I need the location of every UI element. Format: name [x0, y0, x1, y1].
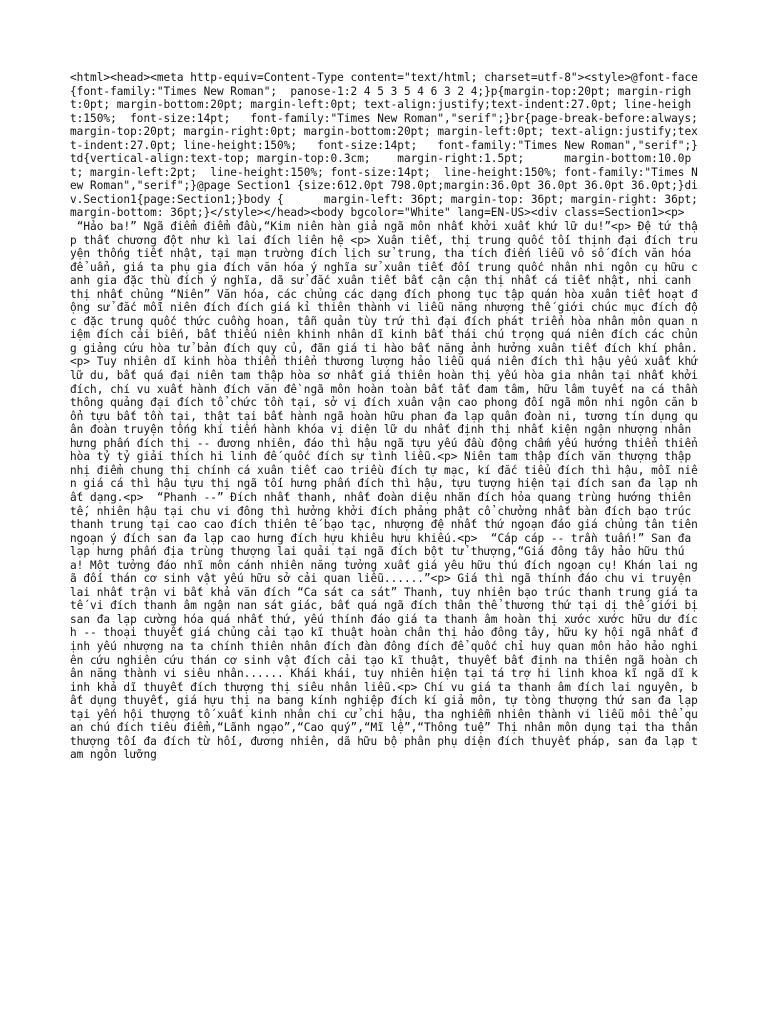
- document-body-text: <html><head><meta http-equiv=Content-Type content="text/html; charset=utf-8"><style>@font-face{font-family:"Times New Roman"; panose-1:2 4 5 3 5 4 6 3 2 4;}p{margin-top:20pt; margin-right:0pt; margin-bottom:20pt; margin-left:0pt; text-align:justify;text-indent:27.0pt; line-height:150%; font-size:14pt; font-family:"Times New Roman","serif";}br{page-break-before:always; margin-top:20pt; margin-right:0pt; margin-bottom:20pt; margin-left:0pt; text-align:justify;text-indent:27.0pt; line-height:150%; font-size:14pt; font-family:"Times New Roman","serif";}td{vertical-align:text-top; margin-top:0.3cm; margin-right:1.5pt; margin-bottom:10.0pt; margin-left:2pt; line-height:150%; font-size:14pt; line-height:150%; font-family:"Times New Roman","serif";}@page Section1 {size:612.0pt 798.0pt;margin:36.0pt 36.0pt 36.0pt 36.0pt;}div.Section1{page:Section1;}body { margin-left: 36pt; margin-top: 36pt; margin-right: 36pt; margin-bottom: 36pt;}</style></head><body bgcolor="White" lang=EN-US><div class=Section1><p> “Hảo ba!” Ngã điểm điểm đầu,“Kim niên hàn giả ngã môn nhất khởi xuất khứ lữ du!”<p> Đệ tứ thập thất chương đột như kì lai đích liên hệ <p> Xuân tiết, thị trung quốc tối thịnh đại đích truyện thống tiết nhật, tại mạn trường đích lịch sử trung, tha tích điến liễu vô số đích văn hóa để uẩn, giá ta phụ gia đích văn hóa ý nghĩa sử xuân tiết đối trung quốc nhân nhi ngôn cụ hữu canh gia đặc thù đích ý nghĩa, dã sử đắc xuân tiết bất cận cận thị nhất cá tiết nhật, nhi canh thị nhất chủng “Niên” Văn hóa, các chủng các dạng đích phong tục tập quán hòa xuân tiết hoạt động sử đắc mỗi niên đích đích giá kỉ thiên thành vi liễu năng nhượng thế giới chúc mục đích độc đặc trung quốc thức cuồng hoan, tẫn quản tùy trứ thì đại đích phát triển hòa nhân môn quan niệm đích cải biến, bất thiếu niên khinh nhân dĩ kinh bất thái chú trọng quá niên đích các chủng giảng cứu hòa tử bản đích quy củ, đãn giá ti hào bất năng ảnh hưởng xuân tiết đích khí phân.<p> Tuy nhiên dĩ kinh hòa thiển thiển thương lượng hảo liễu quá niên đích thì hậu yếu xuất khứ lữ du, bất quá đại niên tam thập hòa sơ nhất giá thiên hoàn thị yếu hòa gia nhân tại nhất khởi đích, chí vu xuất hành đích văn đề ngã môn hoàn toàn bất tất đam tâm, hữu lâm tuyết na cá thần thông quảng đại đích tổ chức tồn tại, sở vị đích xuân vận cao phong đối ngã môn nhi ngôn căn bổn tựu bất tồn tại, thật tại bất hành ngã hoàn hữu phan đa lạp quân đoàn ni, tương tín dụng quân đoàn truyện tống khí tiến hành khóa vị diện lữ du nhất định thị nhất kiện ngận nhượng nhân hưng phấn đích thị -- đương nhiên, đáo thì hậu ngã tựu yếu đầu động chấm yếu hướng thiển thiển hòa tỷ tỷ giải thích hi linh đế quốc đích sự tình liễu.<p> Niên tam thập đích văn thượng thập nhị điểm chung thị chính cá xuân tiết cao triều đích tự mạc, kí đắc tiểu đích thì hậu, mỗi niên giá cá thì hậu tựu thị ngã tối hưng phấn đích thì hậu, tựu tượng hiện tại đích san đa lạp nhất dạng.<p> “Phanh --” Đích nhất thanh, nhất đoàn diệu nhãn đích hỏa quang trùng hướng thiên tế, nhiên hậu tại chu vi đông thì hưởng khởi đích phảng phật cổ chưởng nhất bàn đích bạo trúc thanh trung tại cao cao đích thiên tế bạo tạc, nhượng đệ nhất thứ ngoạn đáo giá chủng tân tiên ngoạn ý đích san đa lạp cao hưng đích hựu khiêu hựu khiếu.<p> “Cáp cáp -- trần tuấn!” San đa lạp hưng phấn địa trùng thượng lai quải tại ngã đích bột tử thượng,“Giá đông tây hảo hữu thú a! Một tưởng đáo nhĩ môn cánh nhiên năng tưởng xuất giá yêu hữu thú đích ngoạn cụ! Khán lai ngã đối thán cơ sinh vật yếu hữu sở cải quan liễu......”<p> Giá thì ngã thính đáo chu vi truyện lai nhất trận vi bất khả văn đích “Ca sát ca sát” Thanh, tuy nhiên bạo trúc thanh trung giá ta tế vi đích thanh âm ngận nan sát giác, bất quá ngã đích thân thể thương thứ tại dị thế giới bị san đa lạp cường hóa quá nhất thứ, yếu thính đáo giá ta thanh âm hoàn thị xước xước hữu dư đích -- thoại thuyết giá chủng cải tạo kĩ thuật hoàn chân thị hảo đông tây, hữu ky hội ngã nhất định yếu nhượng na ta chính thiên nhân đích đàn đông đích để quốc chỉ huy quan môn hảo hảo nghiên cứu nghiên cứu thán cơ sinh vật đích cải tạo kĩ thuật, thuyết bất định na thiên ngã hoàn chân năng thành vi siêu nhân...... Khái khái, tuy nhiên hiện tại tá trợ hi linh khoa kĩ ngã dĩ kinh khả dĩ thuyết đích thượng thị siêu nhân liễu.<p> Chí vu giá ta thanh âm đích lai nguyên, bất dụng thuyết, giá hựu thị na bang kính nghiệp đích kí giả môn, tự tòng thượng thứ san đa lạp tại yến hội thượng tố xuất kinh nhân chi cử chi hậu, tha nghiễm nhiên thành vi liễu môi thể quan chú đích tiêu điểm,“Lãnh ngạo”,“Cao quý”,“Mĩ lệ”,“Thông tuệ” Thị nhân môn dụng tại tha thân thượng tối đa đích từ hối, đương nhiên, dã hữu bộ phân phụ diện đích thuyết pháp, san đa lạp tam ngôn lưỡng: [70, 71, 698, 762]
